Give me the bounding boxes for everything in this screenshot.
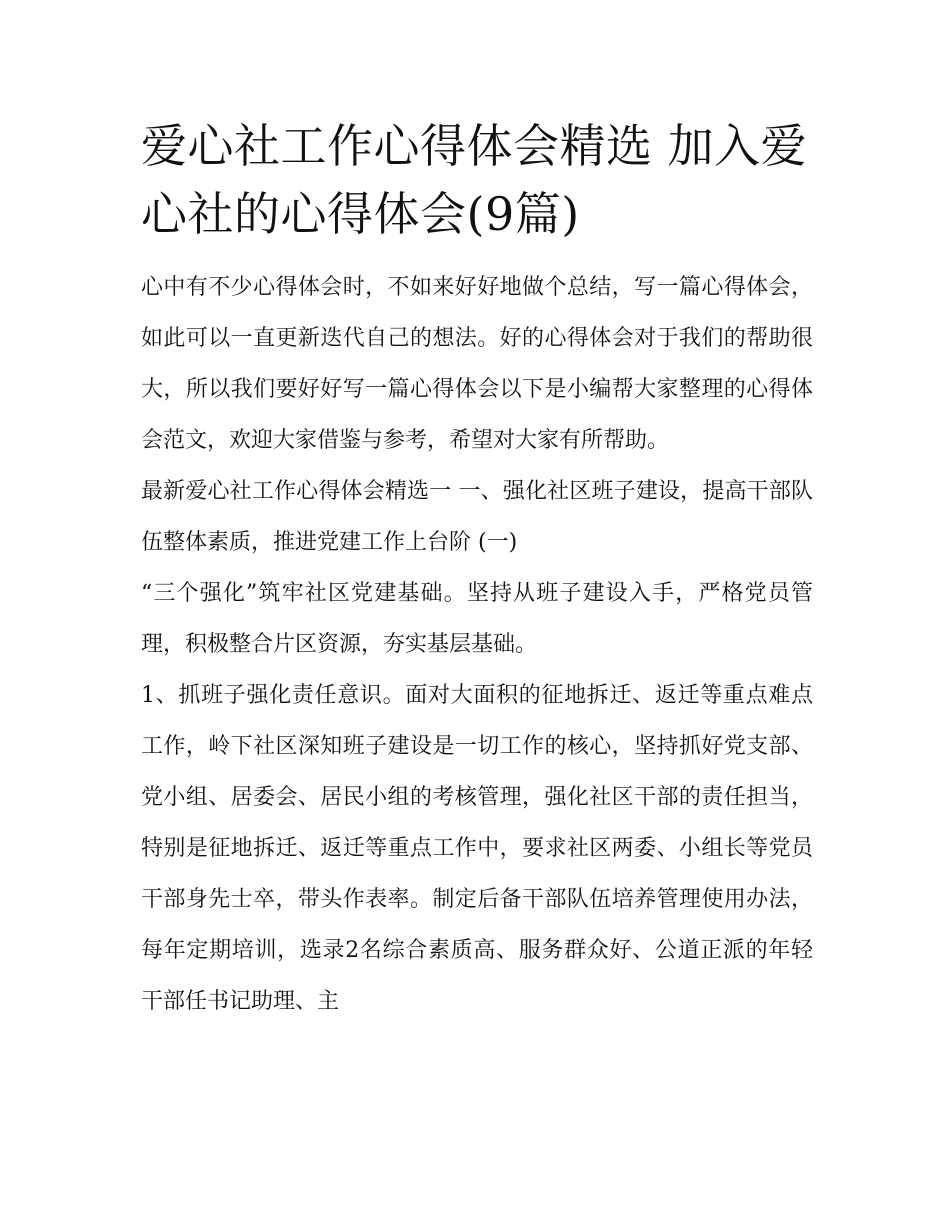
document-page (141, 112, 813, 1027)
document-title: 爱心社工作心得体会精选 加入爱心社的心得体会(9篇) (141, 119, 808, 241)
section-heading-paragraph: 最新爱心社工作心得体会精选一 一、强化社区班子建设，提高干部队伍整体素质，推进党建工作上台阶 (一) (141, 479, 813, 555)
three-strengthen-paragraph: “三个强化”筑牢社区党建基础。坚持从班子建设入手，严格党员管理，积极整合片区资源，夯实基层基础。 (141, 581, 813, 657)
intro-paragraph: 心中有不少心得体会时，不如来好好地做个总结，写一篇心得体会，如此可以一直更新迭代自己的想法。好的心得体会对于我们的帮助很大，所以我们要好好写一篇心得体会以下是小编帮大家整理的心得体会范文，欢迎大家借鉴与参考，希望对大家有所帮助。 (141, 275, 813, 453)
team-building-paragraph: 1、抓班子强化责任意识。面对大面积的征地拆迁、返迁等重点难点工作，岭下社区深知班子建设是一切工作的核心，坚持抓好党支部、党小组、居委会、居民小组的考核管理，强化社区干部的责任担当，特别是征地拆迁、返迁等重点工作中，要求社区两委、小组长等党员干部身先士卒，带头作表率。制定后备干部队伍培养管理使用办法，每年定期培训，选录2名综合素质高、服务群众好、公道正派的年轻干部任书记助理、主 (141, 683, 813, 1014)
